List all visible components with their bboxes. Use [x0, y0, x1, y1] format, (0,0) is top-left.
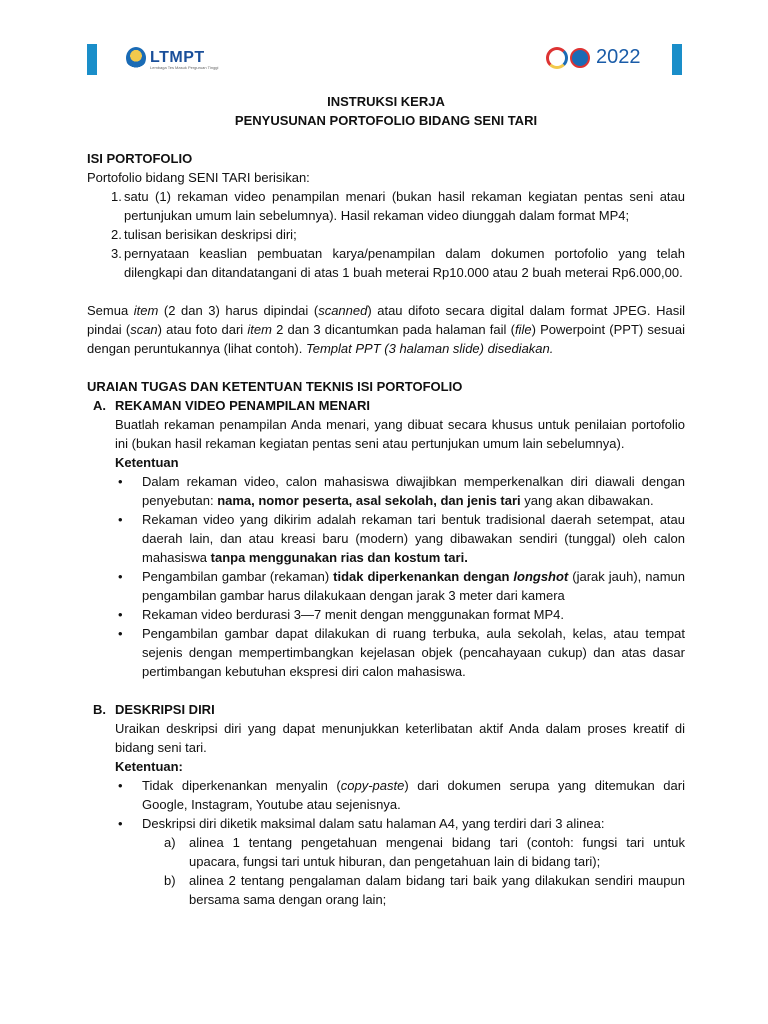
uraian-heading: URAIAN TUGAS DAN KETENTUAN TEKNIS ISI PORTOFOLIO	[87, 379, 463, 394]
event-logo	[546, 46, 641, 69]
doc-title-line2: PENYUSUNAN PORTOFOLIO BIDANG SENI TARI	[234, 113, 538, 128]
isi-note: Semua item (2 dan 3) harus dipindai (scanned) atau difoto secara digital dalam format JPEG. Hasil pindai (scan) atau foto dari item 2 dan 3 dicantumkan pada halaman fail (file) Powerpoint (PPT) sesuai dengan peruntukannya (lihat contoh). Templat PPT (3 halaman slide) disediakan.	[87, 303, 685, 356]
isi-item: 1. satu (1) rekaman video penampilan menari (bukan hasil rekaman kegiatan pentas seni atau pertunjukan umum lain sebelumnya). Hasil rekaman video diunggah dalam format MP4;	[111, 189, 685, 223]
list-item: • Pengambilan gambar (rekaman) tidak diperkenankan dengan longshot (jarak jauh), namun pengambilan gambar harus dilakukaan dengan jarak 3 meter dari kamera	[118, 569, 685, 603]
list-item: • Tidak diperkenankan menyalin (copy-paste) dari dokumen serupa yang ditemukan dari Google, Instagram, Youtube atau sejenisnya.	[118, 778, 685, 812]
list-item: • Dalam rekaman video, calon mahasiswa diwajibkan memperkenalkan diri diawali dengan penyebutan: nama, nomor peserta, asal sekolah, dan jenis tari yang akan dibawakan.	[118, 474, 685, 508]
swirl-logo-icon	[546, 47, 568, 69]
ltmpt-logo-text: LTMPT	[150, 49, 205, 66]
section-a-title: A. REKAMAN VIDEO PENAMPILAN MENARI	[93, 398, 370, 413]
document-body	[87, 92, 685, 909]
ltmpt-logo	[126, 47, 219, 70]
ltmpt-logo-subtitle: Lembaga Tes Masuk Perguruan Tinggi	[150, 65, 219, 70]
seal-logo-icon	[570, 48, 590, 68]
sub-list-item: b) alinea 2 tentang pengalaman dalam bidang tari baik yang dilakukan sendiri maupun bersama sama dengan orang lain;	[164, 873, 685, 907]
section-a-ketentuan: Ketentuan	[115, 455, 179, 470]
section-b-ketentuan: Ketentuan:	[115, 759, 183, 774]
section-b-title: B. DESKRIPSI DIRI	[93, 702, 215, 717]
year-label: 2022	[596, 46, 641, 68]
isi-intro: Portofolio bidang SENI TARI berisikan:	[87, 170, 310, 185]
section-a-desc: Buatlah rekaman penampilan Anda menari, yang dibuat secara khusus untuk penilaian portofolio ini (bukan hasil rekaman kegiatan pentas seni atau pertunjukan umum lain sebelumnya).	[115, 417, 685, 451]
sub-list-item: a) alinea 1 tentang pengetahuan mengenai bidang tari (contoh: fungsi tari untuk upacara, fungsi tari untuk hiburan, dan pengetahuan lain di bidang tari);	[164, 835, 685, 869]
list-item: • Pengambilan gambar dapat dilakukan di ruang terbuka, aula sekolah, kelas, atau tempat sejenis dengan mempertimbangkan kejelasan objek (pencahayaan cukup) dan atas dasar pertimbangan kebutuhan ekspresi diri calon mahasiswa.	[118, 626, 685, 679]
isi-heading: ISI PORTOFOLIO	[87, 151, 193, 166]
right-accent-bar	[672, 44, 682, 75]
ltmpt-emblem-icon	[126, 47, 146, 69]
doc-title-line1: INSTRUKSI KERJA	[327, 94, 445, 109]
list-item: • Deskripsi diri diketik maksimal dalam satu halaman A4, yang terdiri dari 3 alinea:	[118, 816, 605, 831]
page-header	[0, 44, 768, 76]
isi-item: 3. pernyataan keaslian pembuatan karya/penampilan dalam dokumen portofolio yang telah dilengkapi dan ditandatangani di atas 1 buah meterai Rp10.000 atau 2 buah meterai Rp6.000,00.	[111, 246, 685, 280]
isi-item: 2. tulisan berisikan deskripsi diri;	[111, 227, 297, 242]
section-b-desc: Uraikan deskripsi diri yang dapat menunjukkan keterlibatan aktif Anda dalam proses kreatif di bidang seni tari.	[115, 721, 685, 755]
list-item: • Rekaman video yang dikirim adalah rekaman tari bentuk tradisional daerah setempat, atau daerah lain, dan atau kreasi baru (modern) yang dibawakan sendiri (tunggal) oleh calon mahasiswa tanpa menggunakan rias dan kostum tari.	[118, 512, 685, 565]
list-item: • Rekaman video berdurasi 3—7 menit dengan menggunakan format MP4.	[118, 607, 565, 622]
left-accent-bar	[87, 44, 97, 75]
